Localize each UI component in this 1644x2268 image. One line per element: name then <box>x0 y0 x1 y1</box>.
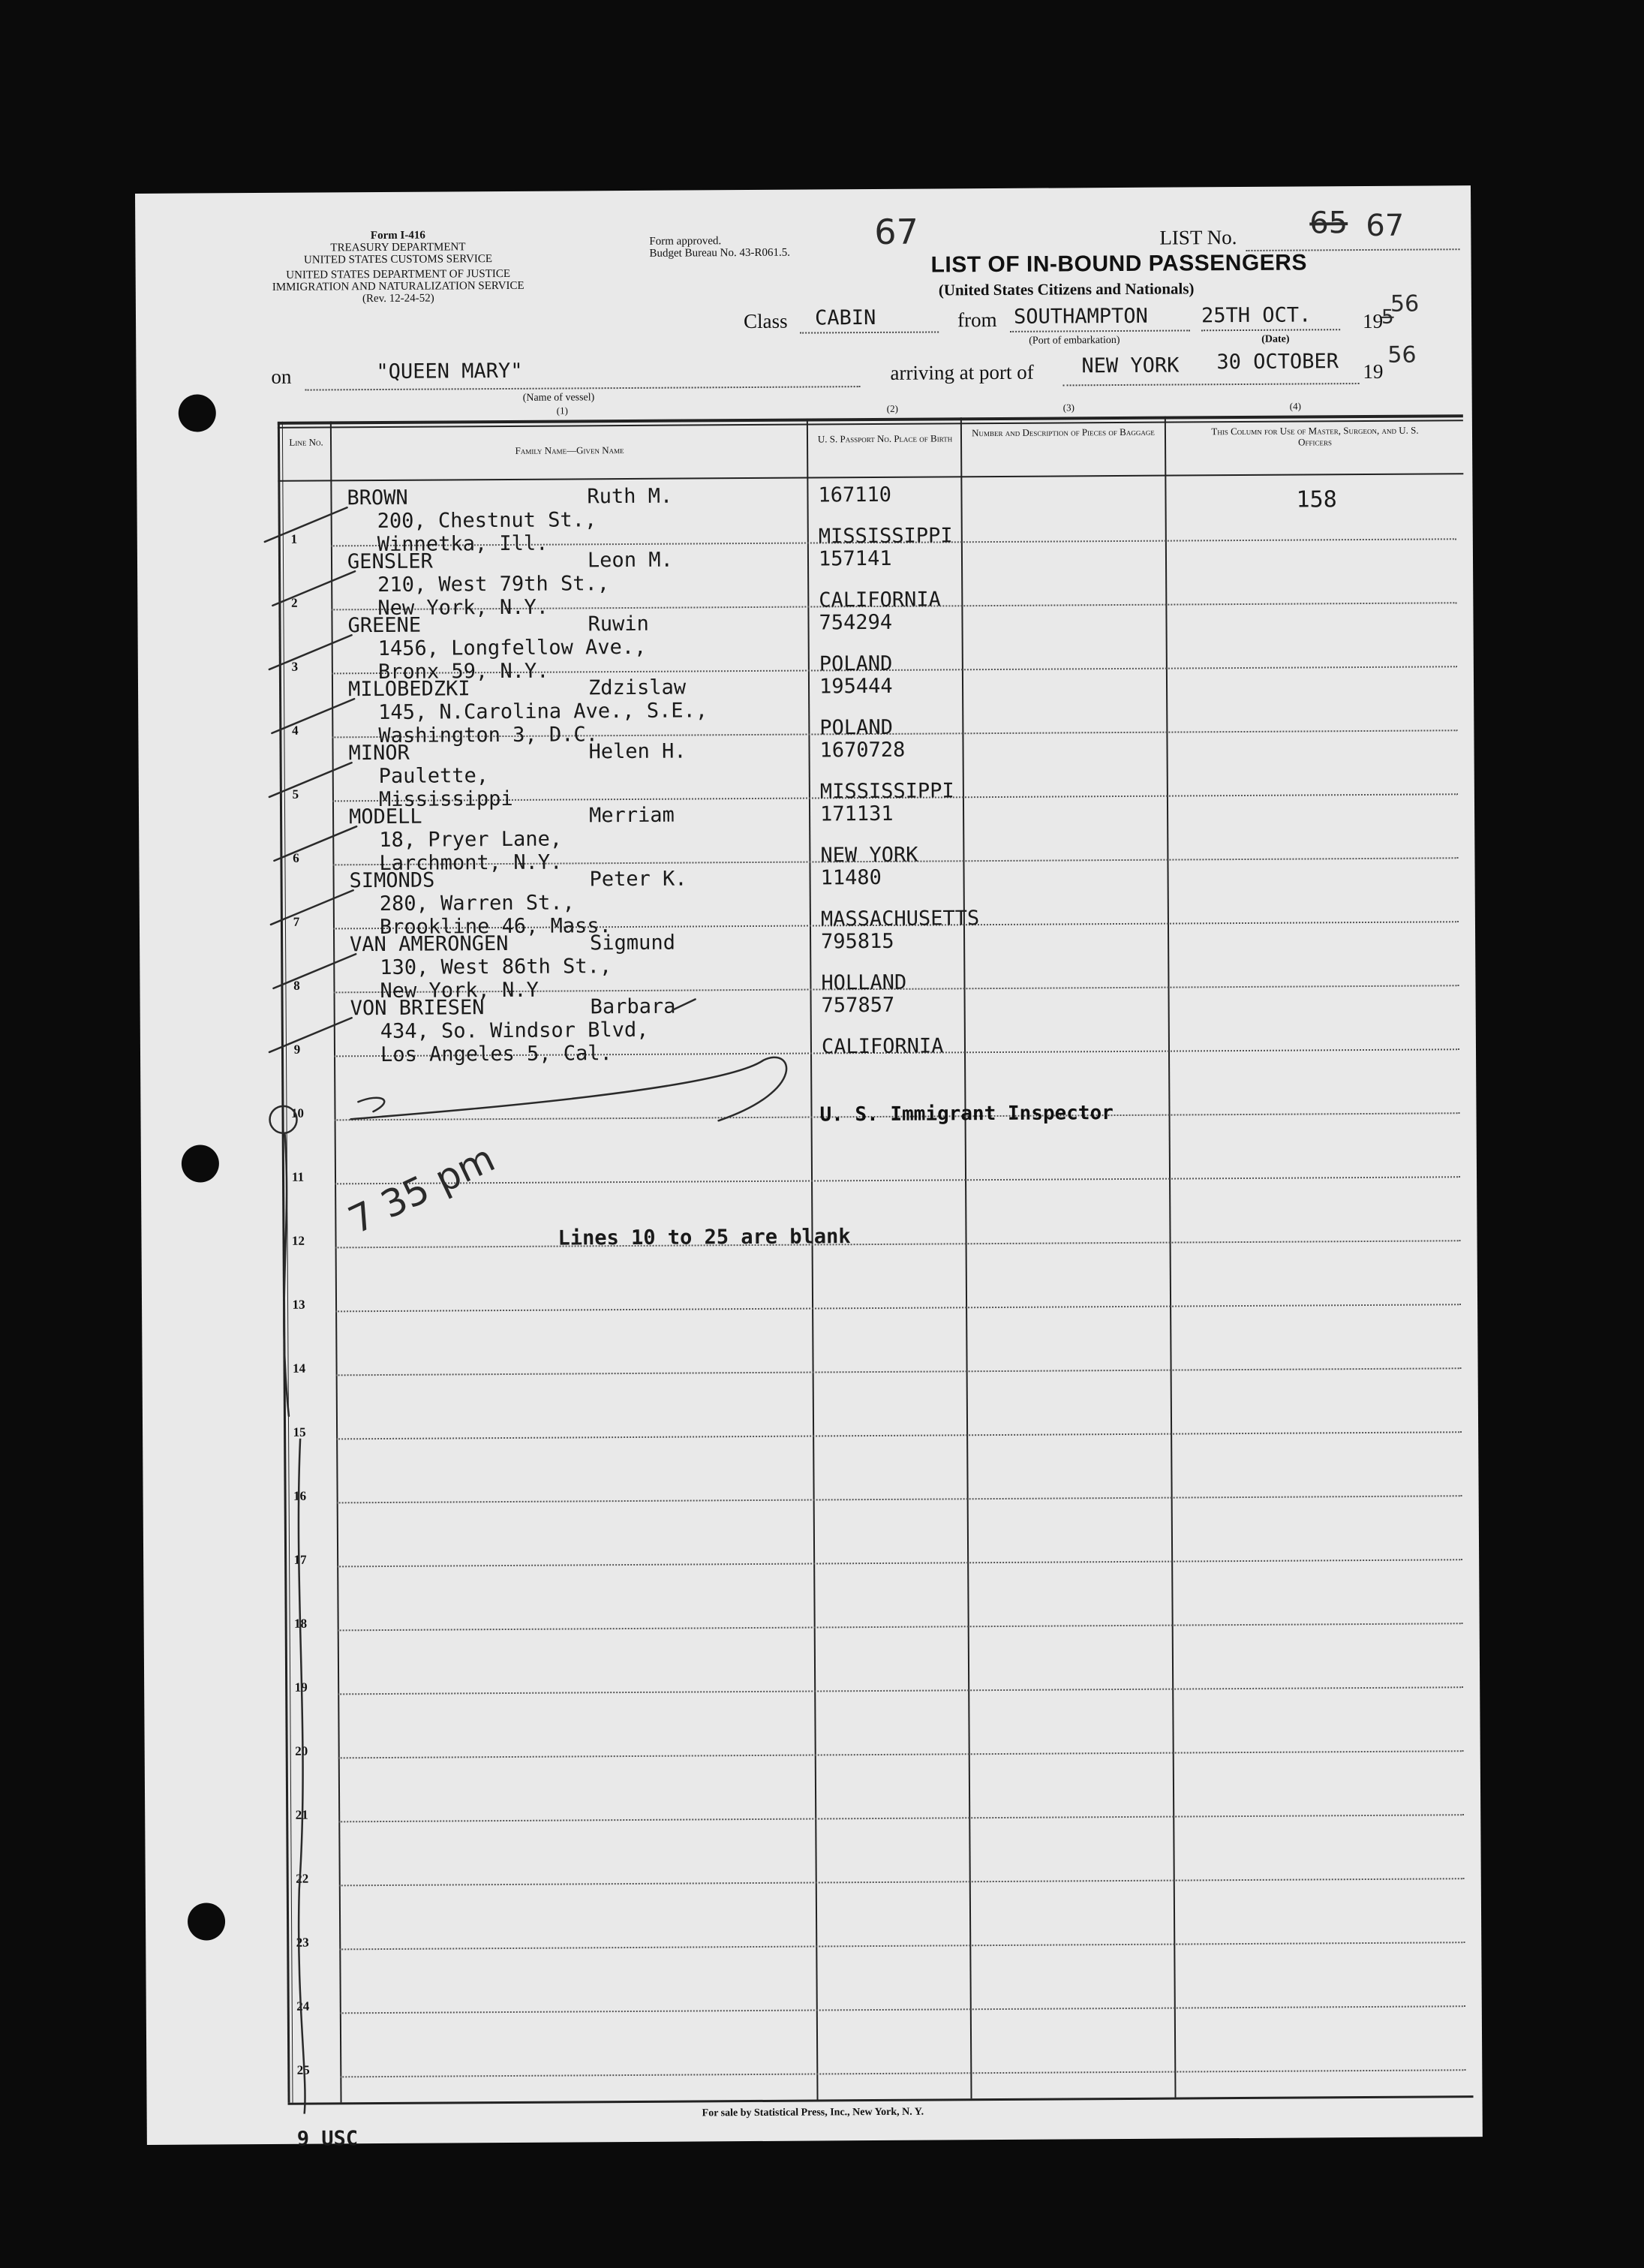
line-number: 3 <box>291 659 299 674</box>
treasury-line: TREASURY DEPARTMENT <box>330 241 466 254</box>
line-number: 17 <box>293 1552 307 1567</box>
handwritten-time: 7 35 pm <box>341 1136 502 1243</box>
family-name: MODELL <box>348 805 422 829</box>
given-name: Leon M. <box>587 548 673 573</box>
budget-bureau: Budget Bureau No. 43-R061.5. <box>649 246 791 260</box>
revision-line: (Rev. 12-24-52) <box>362 292 434 305</box>
birthplace: CALIFORNIA <box>821 1034 944 1059</box>
line-number: 18 <box>294 1616 308 1631</box>
row-separator <box>338 1750 1464 1758</box>
birthplace: CALIFORNIA <box>819 588 941 612</box>
col-ref-1: (1) <box>556 405 568 417</box>
handwritten-check-marks <box>249 472 1231 1454</box>
line-number: 21 <box>295 1807 308 1822</box>
passport-number: 757857 <box>821 993 895 1018</box>
address-line-1: 434, So. Windsor Blvd, <box>380 1018 649 1044</box>
row-separator <box>340 2005 1465 2014</box>
address-line-1: 18, Pryer Lane, <box>379 827 563 853</box>
address-line-1: 130, West 86th St., <box>380 955 612 980</box>
birthplace: MISSISSIPPI <box>818 524 953 549</box>
class-label: Class <box>743 309 788 333</box>
address-line-1: 280, Warren St., <box>379 891 575 916</box>
form-title: LIST OF IN-BOUND PASSENGERS <box>930 250 1308 278</box>
row-separator <box>338 1623 1463 1631</box>
punch-hole-bottom <box>188 1903 225 1940</box>
line-number: 6 <box>293 850 299 865</box>
line-number: 25 <box>296 2062 310 2077</box>
row-separator <box>340 2069 1465 2077</box>
family-name: MINOR <box>348 741 410 766</box>
line-number: 24 <box>296 1999 310 2014</box>
line-number: 23 <box>296 1935 309 1950</box>
handwritten-vertical-line <box>278 1439 326 2114</box>
passport-number: 795815 <box>821 929 894 954</box>
line-number: 11 <box>291 1169 305 1184</box>
arrival-year: 56 <box>1387 341 1417 368</box>
line-number: 16 <box>293 1488 307 1503</box>
given-name: Ruth M. <box>587 484 673 509</box>
address-line-2: Mississippi <box>378 787 513 812</box>
handwritten-list-number: 67 <box>874 211 919 252</box>
arrival-port-line <box>1063 383 1360 386</box>
family-name: MILOBEDZKI <box>347 677 470 702</box>
address-line-1: 210, West 79th St., <box>377 572 610 597</box>
family-name: VAN AMERONGEN <box>350 931 509 957</box>
address-line-2: New York, N.Y. <box>377 595 549 621</box>
given-name: Peter K. <box>589 867 687 892</box>
departure-year-prefix: 19 <box>1362 309 1384 333</box>
header-name: Family Name—Given Name <box>515 444 624 456</box>
arrival-year-prefix: 19 <box>1363 359 1384 384</box>
line-number: 7 <box>293 914 300 929</box>
officer-note: 158 <box>1296 486 1337 513</box>
row-separator <box>339 1942 1465 1950</box>
family-name: VON BRIESEN <box>350 996 485 1021</box>
embarkation-line <box>1010 329 1190 332</box>
punch-hole-top <box>179 394 216 432</box>
family-name: BROWN <box>347 486 408 510</box>
from-label: from <box>957 308 997 332</box>
line-number: 14 <box>293 1361 306 1376</box>
birthplace: MASSACHUSETTS <box>820 907 980 931</box>
given-name: Zdzislaw <box>588 675 687 700</box>
given-name: Sigmund <box>590 931 676 955</box>
passport-number: 171131 <box>819 802 894 826</box>
address-line-2: Winnetka, Ill. <box>377 531 549 557</box>
birthplace: POLAND <box>819 651 893 676</box>
row-separator <box>337 1559 1462 1567</box>
given-name: Merriam <box>588 803 675 828</box>
birthplace: MISSISSIPPI <box>819 779 954 804</box>
manifest-sheet <box>135 185 1483 2151</box>
line-number: 22 <box>296 1871 309 1886</box>
form-subtitle: (United States Citizens and Nationals) <box>938 279 1195 299</box>
address-line-2: Bronx 59, N.Y. <box>377 659 549 684</box>
passport-number: 157141 <box>818 546 892 571</box>
margin-note: 9 USC <box>296 2127 359 2151</box>
inspector-stamp: U. S. Immigrant Inspector <box>819 1102 1114 1126</box>
birthplace: POLAND <box>819 715 894 740</box>
line-number: 4 <box>292 723 299 738</box>
line-number: 5 <box>292 787 299 802</box>
passport-number: 167110 <box>818 483 892 507</box>
line-number: 13 <box>292 1297 305 1312</box>
list-no-value: 67 <box>1366 208 1405 243</box>
line-number: 9 <box>293 1042 301 1057</box>
family-name: SIMONDS <box>349 868 435 893</box>
date-caption: (Date) <box>1261 333 1290 345</box>
given-name: Helen H. <box>588 739 687 764</box>
customs-line: UNITED STATES CUSTOMS SERVICE <box>303 253 493 266</box>
line-number: 19 <box>294 1680 308 1695</box>
form-approved: Form approved. <box>649 235 722 248</box>
family-name: GREENE <box>347 613 422 638</box>
printer-credit: For sale by Statistical Press, Inc., New York, N. Y. <box>702 2106 924 2119</box>
passport-number: 1670728 <box>819 738 906 763</box>
line-number: 12 <box>291 1233 305 1248</box>
line-number: 20 <box>295 1743 308 1758</box>
arrival-date: 30 OCTOBER <box>1216 350 1339 374</box>
form-number: Form I-416 <box>370 229 425 242</box>
header-line-no: Line No. <box>289 436 323 448</box>
address-line-2: Brookline 46, Mass. <box>379 914 612 940</box>
on-label: on <box>271 365 292 388</box>
address-line-1: 1456, Longfellow Ave., <box>377 635 647 661</box>
header-passport: U. S. Passport No. Place of Birth <box>817 432 953 445</box>
table-bottom-rule <box>288 2095 1474 2105</box>
justice-line: UNITED STATES DEPARTMENT OF JUSTICE <box>286 267 511 281</box>
address-line-1: 145, N.Carolina Ave., S.E., <box>378 699 708 725</box>
address-line-2: Larchmont, N.Y. <box>379 850 563 876</box>
class-line <box>800 331 939 333</box>
embarkation-caption: (Port of embarkation) <box>1029 334 1120 347</box>
passport-number: 195444 <box>819 674 893 699</box>
row-separator <box>339 1878 1465 1886</box>
given-name: Ruwin <box>588 612 649 636</box>
col-ref-3: (3) <box>1062 402 1074 414</box>
address-line-2: Los Angeles 5, Cal. <box>380 1042 612 1067</box>
departure-date: 25TH OCT. <box>1201 303 1312 328</box>
row-separator <box>337 1495 1462 1503</box>
col-ref-4: (4) <box>1289 400 1301 412</box>
col-ref-2: (2) <box>886 402 898 414</box>
list-no-label: LIST No. <box>1159 226 1237 249</box>
vessel-caption: (Name of vessel) <box>522 392 595 404</box>
list-no-struck: 65 <box>1309 206 1348 241</box>
line-number: 1 <box>290 531 298 546</box>
departure-year: 56 <box>1390 290 1420 317</box>
birthplace: NEW YORK <box>820 843 918 868</box>
blank-lines-note: Lines 10 to 25 are blank <box>558 1225 851 1250</box>
approval-block <box>649 235 790 260</box>
address-line-2: Washington 3, D.C. <box>378 723 599 748</box>
departure-date-line <box>1201 329 1340 331</box>
address-line-1: 200, Chestnut St., <box>377 508 597 534</box>
birthplace: HOLLAND <box>821 970 907 995</box>
departure-year-struck: 5 <box>1381 305 1394 329</box>
row-separator <box>338 1814 1464 1822</box>
line-number: 10 <box>290 1105 305 1120</box>
family-name: GENSLER <box>347 549 433 574</box>
line-number: 8 <box>293 978 300 993</box>
arriving-label: arriving at port of <box>890 360 1034 384</box>
header-officers: This Column for Use of Master, Surgeon, and U. S. Officers <box>1211 424 1419 448</box>
vessel-line <box>305 386 861 391</box>
embarkation-port: SOUTHAMPTON <box>1013 304 1148 329</box>
ins-line: IMMIGRATION AND NATURALIZATION SERVICE <box>272 279 524 293</box>
given-name: Barbara <box>590 994 676 1019</box>
vessel-name: "QUEEN MARY" <box>376 359 523 384</box>
arrival-port: NEW YORK <box>1081 353 1180 378</box>
row-separator <box>338 1686 1463 1695</box>
punch-hole-middle <box>182 1145 219 1182</box>
line-number: 2 <box>291 595 298 610</box>
passport-number: 754294 <box>819 610 893 635</box>
passport-number: 11480 <box>820 865 882 890</box>
class-value: CABIN <box>814 305 876 330</box>
header-baggage: Number and Description of Pieces of Baggage <box>972 426 1155 439</box>
line-number: 15 <box>293 1424 306 1439</box>
address-line-1: Paulette, <box>378 764 489 789</box>
address-line-2: New York, N.Y <box>380 978 539 1003</box>
agency-block <box>248 229 549 305</box>
